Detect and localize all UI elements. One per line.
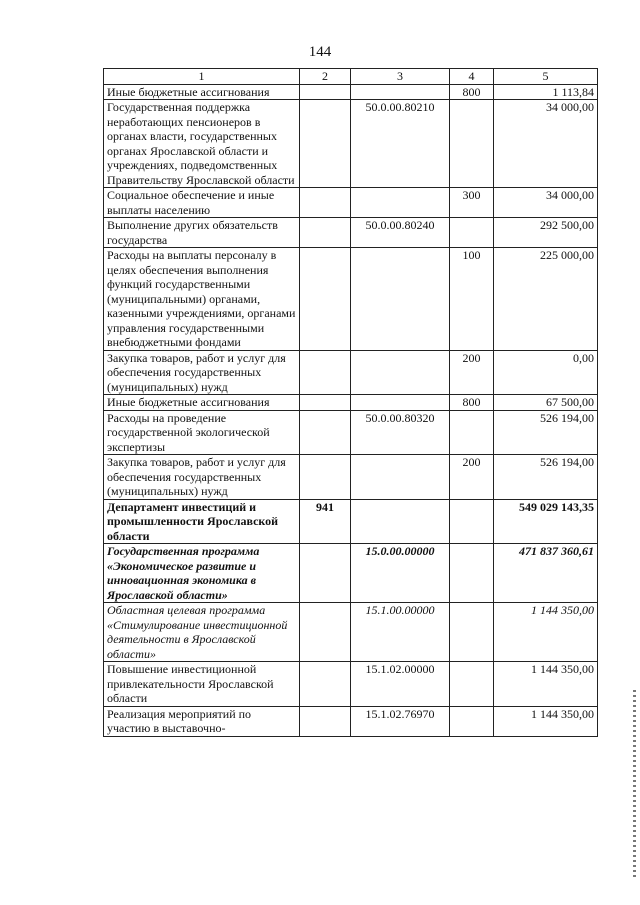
header-col-5: 5	[494, 69, 598, 85]
row-name-cell: Реализация мероприятий по участию в выставочно-	[104, 706, 300, 736]
row-name-cell: Государственная поддержка неработающих пенсионеров в органах власти, государственных органах Ярославской области и учреждениях, подведомственных Правительству Ярославской области	[104, 100, 300, 188]
row-code-cell	[351, 188, 450, 218]
row-amount-cell: 1 144 350,00	[494, 706, 598, 736]
table-row	[104, 350, 598, 395]
row-code-cell: 50.0.00.80210	[351, 100, 450, 188]
row-dept-cell	[300, 544, 351, 603]
row-name-cell: Выполнение других обязательств государства	[104, 218, 300, 248]
row-type-cell	[450, 100, 494, 188]
table-row	[104, 84, 598, 100]
table-row	[104, 603, 598, 662]
row-amount-cell: 34 000,00	[494, 188, 598, 218]
row-name-cell: Иные бюджетные ассигнования	[104, 84, 300, 100]
row-amount-cell: 0,00	[494, 350, 598, 395]
row-dept-cell	[300, 350, 351, 395]
table-row	[104, 410, 598, 455]
row-code-cell: 15.1.02.00000	[351, 662, 450, 707]
page-number: 144	[308, 44, 332, 60]
row-amount-cell: 526 194,00	[494, 410, 598, 455]
row-code-cell	[351, 455, 450, 500]
row-type-cell: 800	[450, 395, 494, 411]
row-dept-cell	[300, 188, 351, 218]
row-type-cell	[450, 499, 494, 544]
table-row	[104, 100, 598, 188]
row-dept-cell	[300, 395, 351, 411]
row-dept-cell	[300, 455, 351, 500]
row-name-cell: Расходы на выплаты персоналу в целях обеспечения выполнения функций государственными (муниципальными) органами, казенными учреждениями, органами управления государственными внебюджетными фондами	[104, 248, 300, 351]
header-col-4: 4	[450, 69, 494, 85]
row-name-cell: Иные бюджетные ассигнования	[104, 395, 300, 411]
row-code-cell	[351, 395, 450, 411]
row-dept-cell	[300, 218, 351, 248]
scan-edge-mark	[633, 690, 636, 880]
budget-table	[103, 68, 598, 737]
row-amount-cell: 1 144 350,00	[494, 603, 598, 662]
table-row	[104, 248, 598, 351]
table-row	[104, 544, 598, 603]
row-amount-cell: 1 144 350,00	[494, 662, 598, 707]
row-code-cell	[351, 84, 450, 100]
row-type-cell: 300	[450, 188, 494, 218]
row-dept-cell	[300, 248, 351, 351]
header-col-2: 2	[300, 69, 351, 85]
table-row	[104, 662, 598, 707]
row-type-cell: 200	[450, 455, 494, 500]
row-type-cell: 200	[450, 350, 494, 395]
row-name-cell: Закупка товаров, работ и услуг для обеспечения государственных (муниципальных) нужд	[104, 350, 300, 395]
row-name-cell: Повышение инвестиционной привлекательности Ярославской области	[104, 662, 300, 707]
row-amount-cell: 526 194,00	[494, 455, 598, 500]
row-type-cell	[450, 410, 494, 455]
row-code-cell: 15.1.00.00000	[351, 603, 450, 662]
row-name-cell: Закупка товаров, работ и услуг для обеспечения государственных (муниципальных) нужд	[104, 455, 300, 500]
row-dept-cell	[300, 706, 351, 736]
row-name-cell: Социальное обеспечение и иные выплаты населению	[104, 188, 300, 218]
row-name-cell: Областная целевая программа «Стимулирование инвестиционной деятельности в Ярославской области»	[104, 603, 300, 662]
table-header-row	[104, 69, 598, 85]
row-dept-cell: 941	[300, 499, 351, 544]
row-type-cell	[450, 662, 494, 707]
header-col-3: 3	[351, 69, 450, 85]
row-amount-cell: 292 500,00	[494, 218, 598, 248]
table-row	[104, 499, 598, 544]
row-amount-cell: 549 029 143,35	[494, 499, 598, 544]
table-row	[104, 218, 598, 248]
row-amount-cell: 471 837 360,61	[494, 544, 598, 603]
row-name-cell: Департамент инвестиций и промышленности Ярославской области	[104, 499, 300, 544]
row-dept-cell	[300, 662, 351, 707]
header-col-1: 1	[104, 69, 300, 85]
row-code-cell: 50.0.00.80320	[351, 410, 450, 455]
row-name-cell: Государственная программа «Экономическое развитие и инновационная экономика в Ярославской области»	[104, 544, 300, 603]
row-type-cell: 800	[450, 84, 494, 100]
row-code-cell: 15.0.00.00000	[351, 544, 450, 603]
row-type-cell	[450, 706, 494, 736]
row-amount-cell: 225 000,00	[494, 248, 598, 351]
row-type-cell	[450, 544, 494, 603]
row-code-cell	[351, 350, 450, 395]
row-type-cell	[450, 603, 494, 662]
row-code-cell	[351, 248, 450, 351]
row-code-cell: 15.1.02.76970	[351, 706, 450, 736]
row-type-cell: 100	[450, 248, 494, 351]
row-dept-cell	[300, 100, 351, 188]
table-row	[104, 395, 598, 411]
table-row	[104, 188, 598, 218]
table-row	[104, 455, 598, 500]
row-dept-cell	[300, 410, 351, 455]
row-code-cell: 50.0.00.80240	[351, 218, 450, 248]
row-amount-cell: 67 500,00	[494, 395, 598, 411]
row-code-cell	[351, 499, 450, 544]
row-type-cell	[450, 218, 494, 248]
row-amount-cell: 1 113,84	[494, 84, 598, 100]
table-row	[104, 706, 598, 736]
row-name-cell: Расходы на проведение государственной экологической экспертизы	[104, 410, 300, 455]
row-dept-cell	[300, 84, 351, 100]
row-dept-cell	[300, 603, 351, 662]
row-amount-cell: 34 000,00	[494, 100, 598, 188]
